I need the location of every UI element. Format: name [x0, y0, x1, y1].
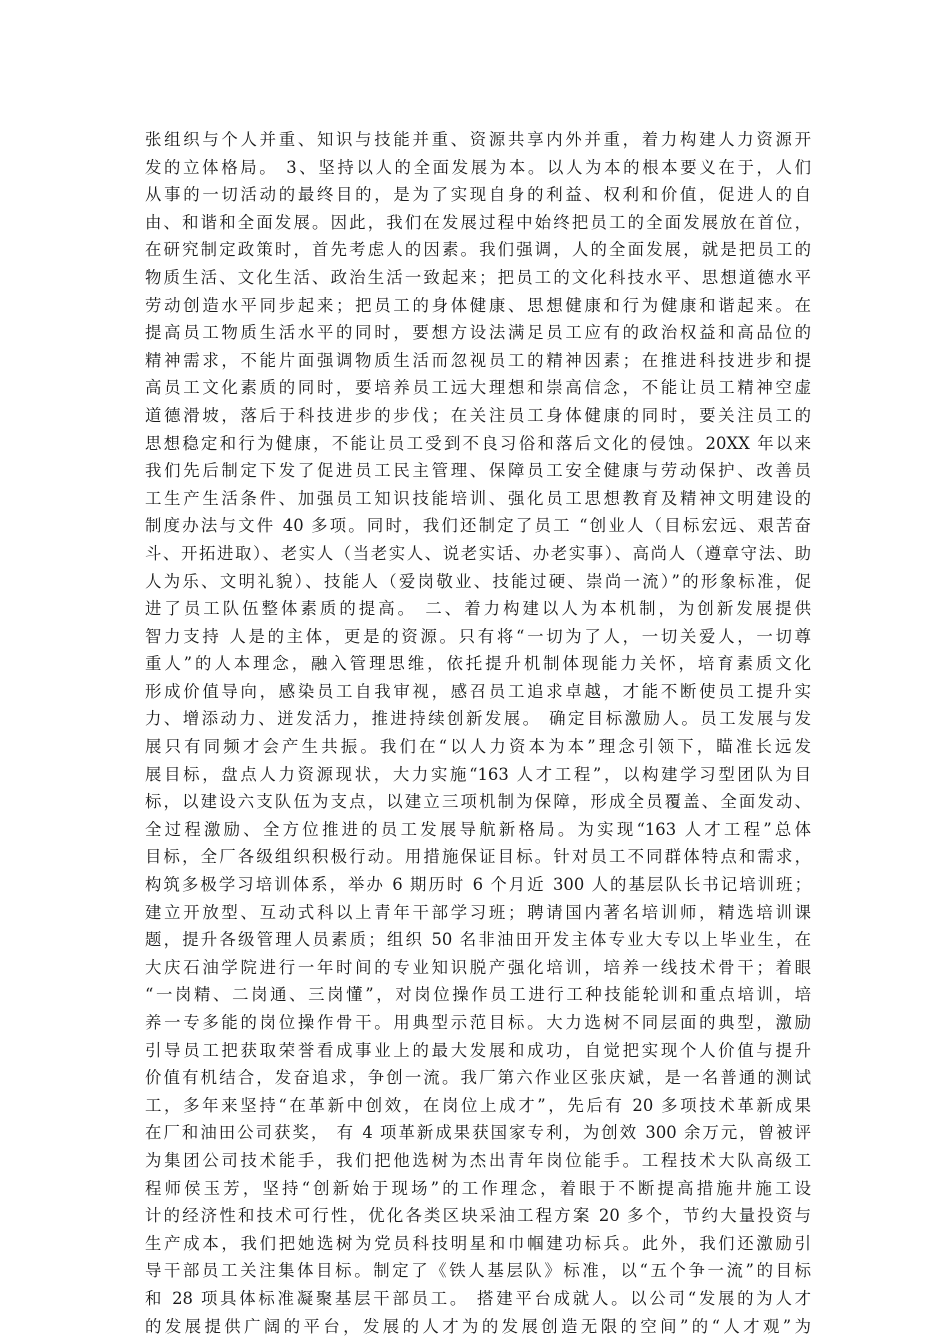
text-line: 张组织与个人并重、知识与技能并重、资源共享内外并重，着力构建人力资源开 — [145, 130, 811, 149]
text-line: 在厂和油田公司获奖， 有 4 项革新成果获国家专利，为创效 300 余万元，曾被评 — [145, 1123, 811, 1143]
text-line: 制度办法与文件 40 多项。同时，我们还制定了员工 “创业人（目标宏远、艰苦奋 — [145, 516, 811, 536]
text-line: 道德滑坡，落后于科技进步的步伐；在关注员工身体健康的同时，要关注员工的 — [145, 405, 811, 425]
text-line: 重人”的人本理念，融入管理思维，依托提升机制体现能力关怀，培育素质文化 — [145, 654, 811, 674]
text-line: 思想稳定和行为健康，不能让员工受到不良习俗和落后文化的侵蚀。20XX 年以来 — [145, 433, 811, 453]
text-line: 构筑多极学习培训体系，举办 6 期历时 6 个月近 300 人的基层队长书记培训班； — [145, 875, 811, 895]
text-line: 进了员工队伍整体素质的提高。 二、着力构建以人为本机制，为创新发展提供 — [145, 599, 811, 619]
text-line: 的发展提供广阔的平台，发展的人才为的发展创造无限的空间”的“人才观”为 — [145, 1316, 811, 1336]
text-line: 工生产生活条件、加强员工知识技能培训、强化员工思想教育及精神文明建设的 — [145, 488, 811, 508]
text-line: 标，以建设六支队伍为支点，以建立三项机制为保障，形成全员覆盖、全面发动、 — [145, 792, 811, 812]
text-line: 工，多年来坚持“在革新中创效，在岗位上成才”，先后有 20 多项技术革新成果 — [145, 1095, 811, 1115]
text-line: 引导员工把获取荣誉看成事业上的最大发展和成功，自觉把实现个人价值与提升 — [145, 1040, 811, 1060]
text-line: 智力支持 人是的主体，更是的资源。只有将“一切为了人，一切关爱人，一切尊 — [145, 626, 811, 646]
text-line: 展目标，盘点人力资源现状，大力实施“163 人才工程”，以构建学习型团队为目 — [145, 764, 811, 784]
text-line: 建立开放型、互动式科以上青年干部学习班；聘请国内著名培训师，精选培训课 — [145, 902, 811, 922]
text-line: 从事的一切活动的最终目的，是为了实现自身的利益、权利和价值，促进人的自 — [145, 185, 811, 205]
text-line: 和 28 项具体标准凝聚基层干部员工。 搭建平台成就人。以公司“发展的为人才 — [145, 1288, 811, 1308]
text-line: 精神需求，不能片面强调物质生活而忽视员工的精神因素；在推进科技进步和提 — [145, 350, 811, 370]
text-line: 展只有同频才会产生共振。我们在“以人力资本为本”理念引领下，瞄准长远发 — [145, 737, 811, 757]
text-line: 价值有机结合，发奋追求，争创一流。我厂第六作业区张庆斌，是一名普通的测试 — [145, 1068, 811, 1088]
text-line: 发的立体格局。 3、坚持以人的全面发展为本。以人为本的根本要义在于，人们 — [145, 157, 811, 177]
text-line: 由、和谐和全面发展。因此，我们在发展过程中始终把员工的全面发展放在首位， — [145, 212, 811, 232]
text-line: 力、增添动力、迸发活力，推进持续创新发展。 确定目标激励人。员工发展与发 — [145, 709, 811, 729]
text-line: “一岗精、二岗通、三岗懂”，对岗位操作员工进行工种技能轮训和重点培训，培 — [145, 985, 811, 1005]
text-line: 大庆石油学院进行一年时间的专业知识脱产强化培训，培养一线技术骨干；着眼 — [145, 957, 811, 977]
text-line: 形成价值导向，感染员工自我审视，感召员工追求卓越，才能不断使员工提升实 — [145, 681, 811, 701]
text-line: 目标，全厂各级组织积极行动。用措施保证目标。针对员工不同群体特点和需求， — [145, 847, 811, 867]
text-line: 为集团公司技术能手，我们把他选树为杰出青年岗位能手。工程技术大队高级工 — [145, 1150, 811, 1170]
text-line: 高员工文化素质的同时，要培养员工远大理想和崇高信念，不能让员工精神空虚 — [145, 378, 811, 398]
text-line: 导干部员工关注集体目标。制定了《铁人基层队》标准，以“五个争一流”的目标 — [145, 1261, 811, 1281]
text-line: 程师侯玉芳，坚持“创新始于现场”的工作理念，着眼于不断提高措施井施工设 — [145, 1178, 811, 1198]
text-line: 物质生活、文化生活、政治生活一致起来；把员工的文化科技水平、思想道德水平 — [145, 267, 811, 287]
text-line: 提高员工物质生活水平的同时，要想方设法满足员工应有的政治权益和高品位的 — [145, 323, 811, 343]
text-line: 全过程激励、全方位推进的员工发展导航新格局。为实现“163 人才工程”总体 — [145, 819, 811, 839]
text-line: 我们先后制定下发了促进员工民主管理、保障员工安全健康与劳动保护、改善员 — [145, 461, 811, 481]
body-text — [145, 126, 811, 1340]
text-line: 题，提升各级管理人员素质；组织 50 名非油田开发主体专业大专以上毕业生，在 — [145, 930, 811, 950]
text-line: 计的经济性和技术可行性，优化各类区块采油工程方案 20 多个，节约大量投资与 — [145, 1206, 811, 1226]
text-line: 人为乐、文明礼貌）、技能人（爱岗敬业、技能过硬、崇尚一流）”的形象标准，促 — [145, 571, 811, 591]
text-line: 养一专多能的岗位操作骨干。用典型示范目标。大力选树不同层面的典型，激励 — [145, 1013, 811, 1032]
text-line: 斗、开拓进取）、老实人（当老实人、说老实话、办老实事）、高尚人（遵章守法、助 — [145, 543, 811, 563]
text-line: 生产成本，我们把她选树为党员科技明星和巾帼建功标兵。此外，我们还激励引 — [145, 1233, 811, 1253]
text-line: 在研究制定政策时，首先考虑人的因素。我们强调，人的全面发展，就是把员工的 — [145, 240, 811, 260]
text-line: 劳动创造水平同步起来；把员工的身体健康、思想健康和行为健康和谐起来。在 — [145, 295, 811, 315]
